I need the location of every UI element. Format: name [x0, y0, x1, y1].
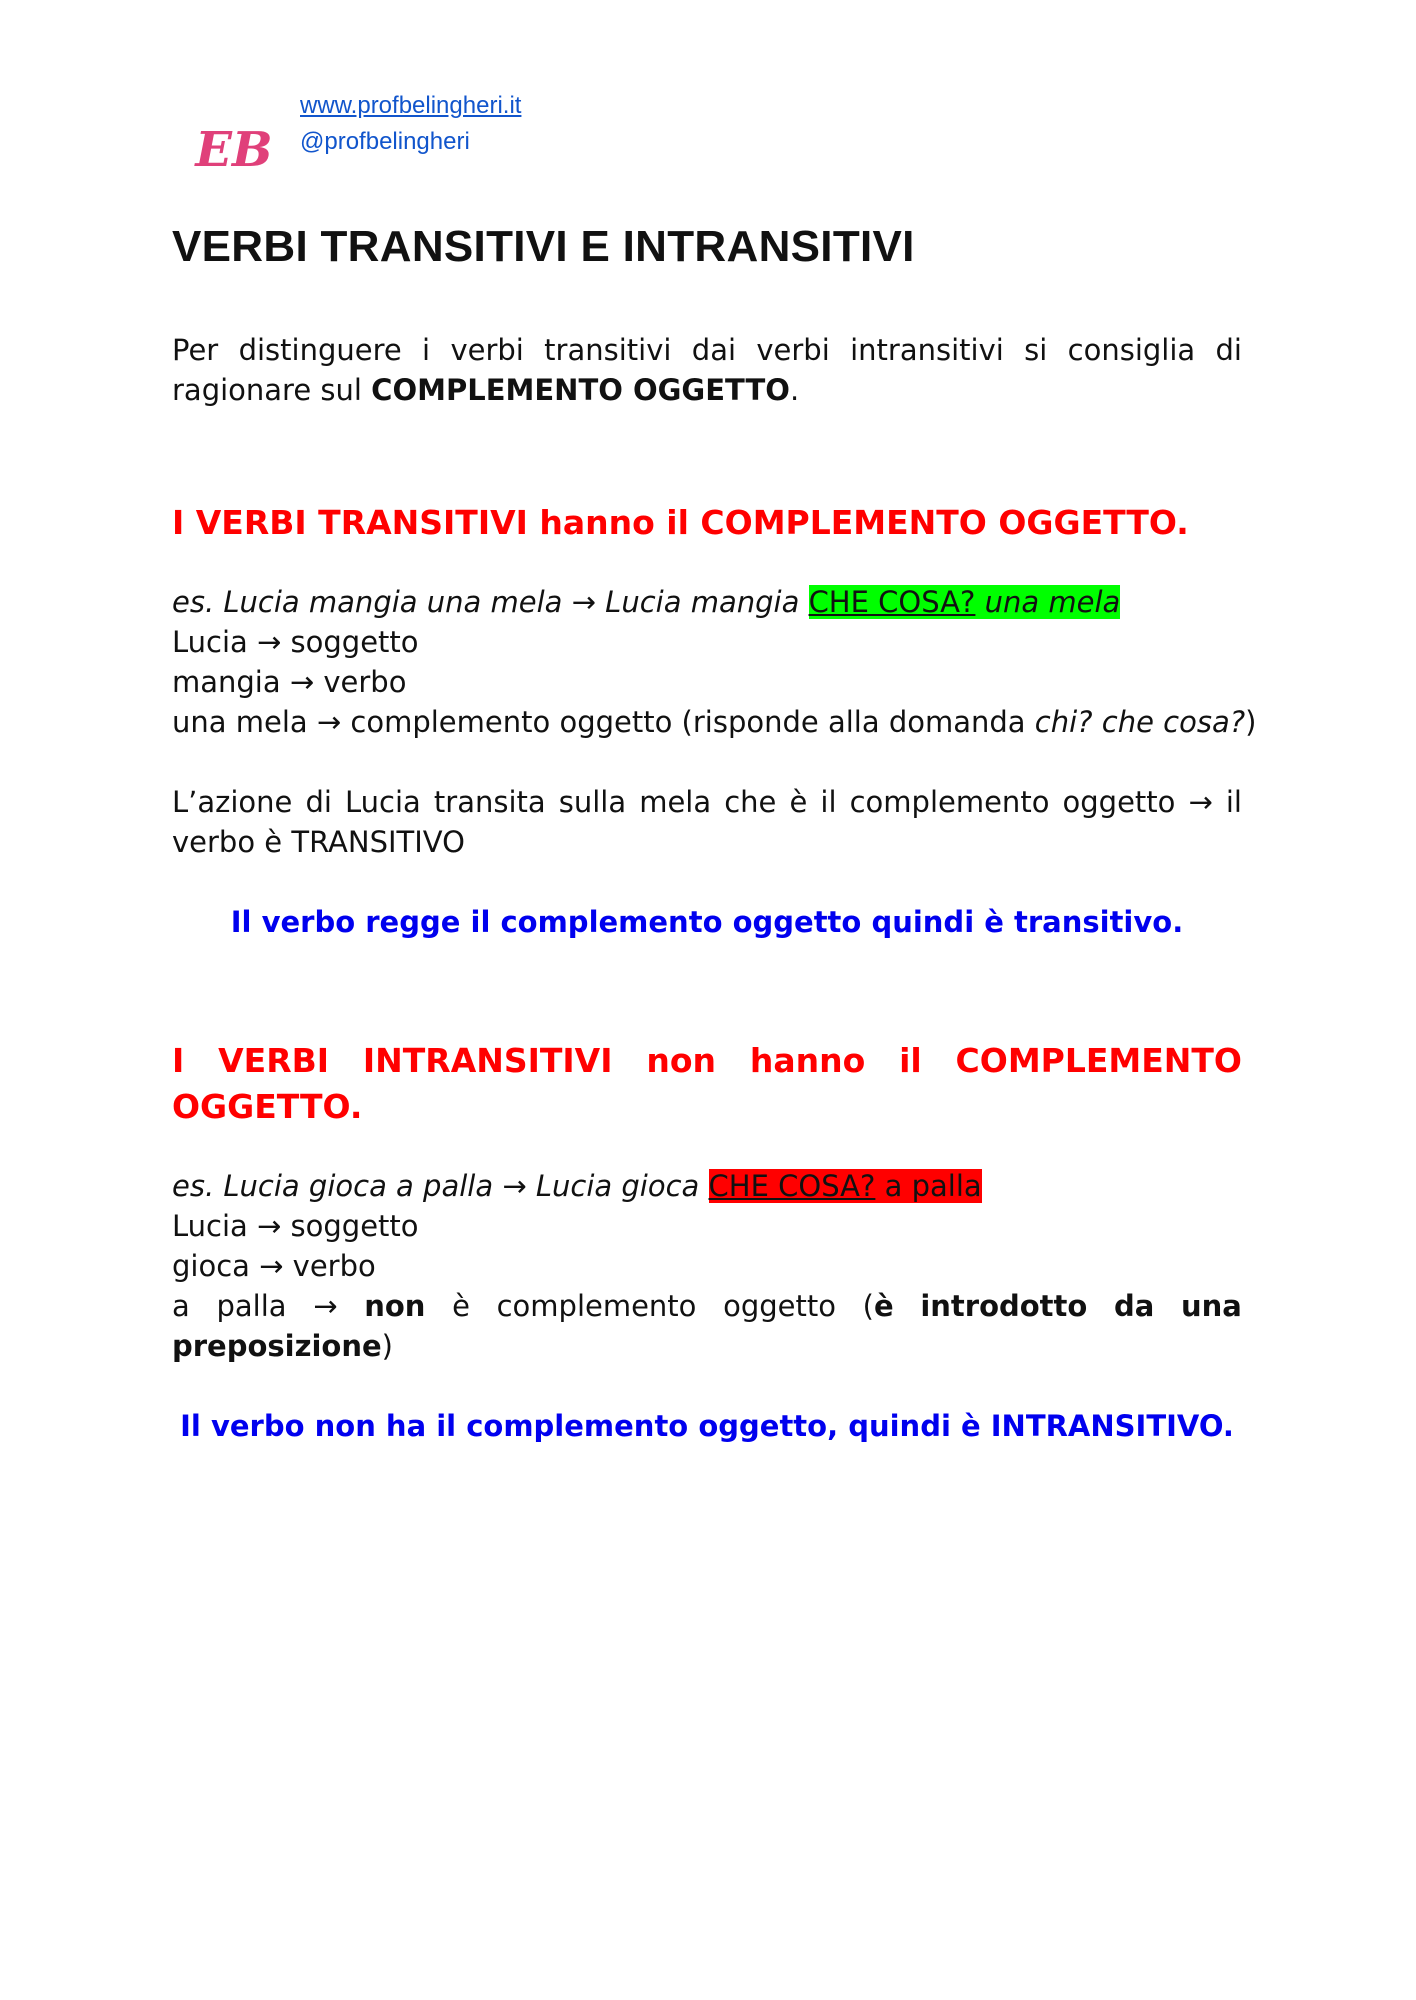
transitive-oggetto-text: una mela → complemento oggetto (risponde alla domanda [172, 705, 1035, 739]
transitive-example-text: es. Lucia mangia una mela → Lucia mangia [172, 585, 809, 619]
word-oggetto: oggetto [723, 1289, 836, 1323]
word-e: è [452, 1289, 470, 1323]
transitive-highlight [809, 585, 1121, 619]
word-a: a [172, 1289, 190, 1323]
intro-text: Per distinguere i verbi transitivi dai verbi intransitivi si consiglia di ragionare sul [172, 333, 1242, 407]
paren-group [863, 1286, 894, 1326]
transitive-verbo: mangia → verbo [172, 665, 407, 699]
intro-text-end: . [789, 373, 800, 407]
page-title: VERBI TRANSITIVI E INTRANSITIVI [172, 222, 915, 271]
svg-text:EB: EB [195, 122, 273, 178]
intransitive-example-text: es. Lucia gioca a palla → Lucia gioca [172, 1169, 709, 1203]
word-preposizione: preposizione [172, 1329, 382, 1363]
transitive-soggetto: Lucia → soggetto [172, 625, 419, 659]
social-handle: @profbelingheri [300, 128, 470, 155]
eb-logo [190, 108, 278, 196]
transitive-conclusion: Il verbo regge il complemento oggetto quindi è transitivo. [230, 905, 1184, 939]
header-links [300, 88, 521, 160]
transitive-heading: I VERBI TRANSITIVI hanno il COMPLEMENTO OGGETTO. [172, 503, 1189, 542]
transitive-oggetto-close: ) [1245, 705, 1257, 739]
intransitive-highlight [709, 1169, 982, 1203]
word-da: da [1114, 1289, 1155, 1323]
intro-bold: COMPLEMENTO OGGETTO [371, 373, 790, 407]
website-link[interactable]: www.profbelingheri.it [300, 92, 522, 119]
word-introdotto: introdotto [920, 1289, 1088, 1323]
eb-logo-icon [190, 108, 278, 196]
transitive-explanation: L’azione di Lucia transita sulla mela che è il complemento oggetto → il verbo è TRANSITIVO [172, 785, 1242, 859]
word-e-bold: è [873, 1289, 894, 1323]
intransitive-preposizione-line [172, 1326, 1242, 1366]
transitive-question: CHE COSA? [808, 585, 976, 619]
intransitive-conclusion: Il verbo non ha il complemento oggetto, quindi è INTRANSITIVO. [180, 1409, 1234, 1443]
intransitive-example [172, 1166, 1242, 1206]
paren-close: ) [381, 1329, 393, 1363]
transitive-example [172, 582, 1242, 622]
intransitive-heading: I VERBI INTRANSITIVI non hanno il COMPLEMENTO OGGETTO. [172, 1041, 1242, 1126]
document-body [172, 330, 1257, 1446]
arrow: → [313, 1289, 338, 1323]
word-una: una [1181, 1289, 1242, 1323]
header [190, 88, 590, 198]
word-non: non [364, 1289, 426, 1323]
intransitive-soggetto: Lucia → soggetto [172, 1209, 419, 1243]
word-palla: palla [216, 1289, 287, 1323]
intransitive-question: CHE COSA? [708, 1169, 876, 1203]
transitive-oggetto-question: chi? che cosa? [1034, 705, 1246, 739]
paren-open: ( [862, 1289, 874, 1323]
intransitive-answer: a palla [875, 1169, 982, 1203]
intransitive-verbo: gioca → verbo [172, 1249, 376, 1283]
transitive-answer: una mela [975, 585, 1121, 619]
intransitive-palla-line [172, 1286, 1242, 1326]
intro-paragraph [172, 330, 1242, 410]
word-complemento: complemento [496, 1289, 697, 1323]
transitive-oggetto [172, 702, 1257, 742]
